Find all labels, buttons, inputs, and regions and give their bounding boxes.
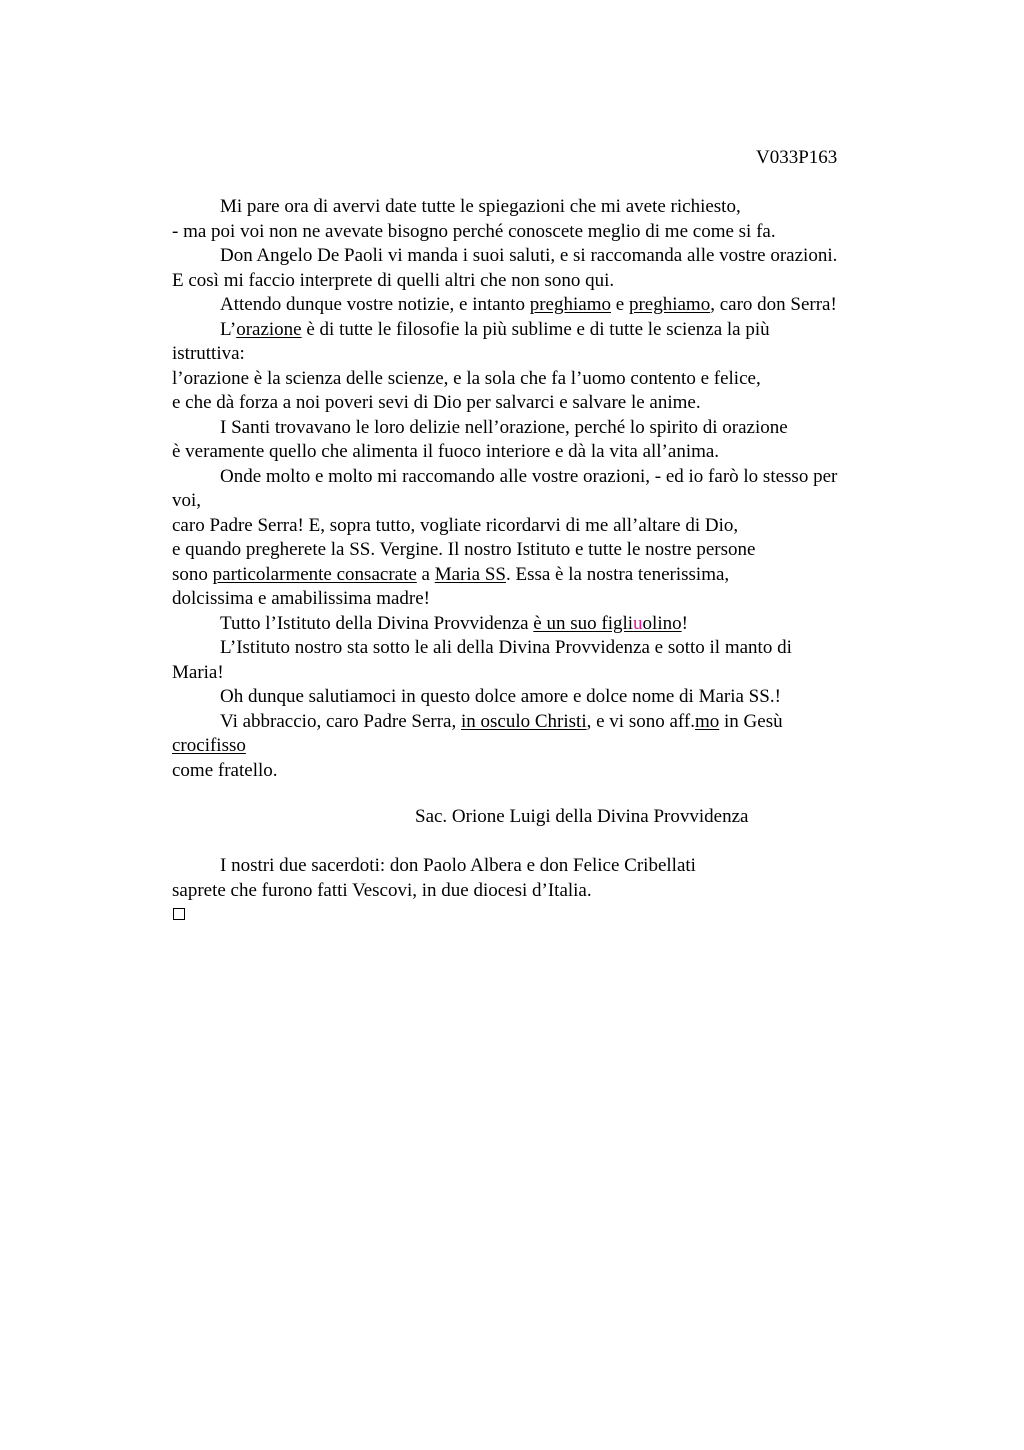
text-line: Onde molto e molto mi raccomando alle vostre orazioni, - ed io farò lo stesso per: [220, 465, 838, 487]
end-marker-box-icon: [173, 908, 185, 920]
text-line: saprete che furono fatti Vescovi, in due diocesi d’Italia.: [172, 879, 592, 901]
text-run: , e vi sono aff.: [586, 710, 695, 732]
text-line: [172, 563, 902, 588]
text-line: E così mi faccio interprete di quelli altri che non sono qui.: [172, 269, 615, 291]
highlighted-letter: u: [633, 612, 643, 634]
text-line: [172, 318, 902, 343]
text-line: - ma poi voi non ne avevate bisogno perché conoscete meglio di me come si fa.: [172, 220, 776, 242]
text-run: Attendo dunque vostre notizie, e intanto: [220, 294, 530, 315]
text-line: è veramente quello che alimenta il fuoco interiore e dà la vita all’anima.: [172, 441, 720, 462]
text-run: è di tutte le filosofie la più sublime e di tutte le scienza la più: [301, 318, 770, 340]
underlined-text: crocifisso: [172, 735, 246, 756]
text-line: come fratello.: [172, 759, 278, 781]
text-line: [172, 710, 902, 735]
underlined-text: [533, 613, 681, 634]
text-line: [172, 612, 902, 637]
text-line: istruttiva:: [172, 343, 245, 364]
text-line: Oh dunque salutiamoci in questo dolce amore e dolce nome di Maria SS.!: [220, 686, 781, 707]
underlined-text: preghiamo: [628, 294, 711, 315]
underlined-text: preghiamo: [529, 294, 611, 315]
text-line: Maria!: [172, 661, 224, 683]
text-line: [172, 293, 902, 318]
text-line: Mi pare ora di avervi date tutte le spiegazioni che mi avete richiesto,: [220, 196, 741, 217]
underlined-text: Maria SS: [434, 563, 506, 585]
text-run: Vi abbraccio, caro Padre Serra,: [220, 710, 461, 732]
text-run: e: [611, 294, 629, 315]
text-line: voi,: [172, 490, 202, 511]
postscript: [172, 854, 902, 903]
underlined-text: in osculo Christi: [461, 710, 587, 732]
signature: Sac. Orione Luigi della Divina Provvidenza: [415, 806, 749, 827]
text-line: e quando pregherete la SS. Vergine. Il nostro Istituto e tutte le nostre persone: [172, 539, 756, 560]
underlined-text: mo: [694, 710, 720, 732]
letter-body: [172, 195, 902, 783]
text-line: l’orazione è la scienza delle scienze, e la sola che fa l’uomo contento e felice,: [172, 367, 761, 389]
text-line: L’Istituto nostro sta sotto le ali della Divina Provvidenza e sotto il manto di: [220, 637, 792, 658]
page-identifier: V033P163: [756, 147, 838, 168]
text-run: a: [416, 563, 435, 585]
underlined-text: orazione: [236, 318, 302, 340]
text-run: sono: [172, 563, 213, 585]
text-line: I Santi trovavano le loro delizie nell’orazione, perché lo spirito di orazione: [220, 416, 788, 438]
text-run: , caro don Serra!: [710, 294, 837, 315]
text-line: Don Angelo De Paoli vi manda i suoi saluti, e si raccomanda alle vostre orazioni.: [220, 245, 838, 266]
text-run: in Gesù: [719, 710, 783, 732]
underlined-run: è un suo figli: [533, 612, 634, 634]
text-line: [172, 734, 902, 759]
text-line: caro Padre Serra! E, sopra tutto, vogliate ricordarvi di me all’altare di Dio,: [172, 514, 739, 536]
text-run: Tutto l’Istituto della Divina Provvidenza: [220, 612, 534, 634]
underlined-run: olino: [642, 612, 682, 634]
text-line: e che dà forza a noi poveri sevi di Dio per salvarci e salvare le anime.: [172, 392, 701, 413]
text-run: . Essa è la nostra tenerissima,: [505, 563, 730, 585]
underlined-text: particolarmente consacrate: [212, 563, 417, 585]
text-run: L’: [220, 318, 237, 340]
text-line: dolcissima e amabilissima madre!: [172, 588, 431, 609]
text-line: I nostri due sacerdoti: don Paolo Albera e don Felice Cribellati: [220, 855, 696, 876]
text-run: !: [681, 612, 688, 634]
